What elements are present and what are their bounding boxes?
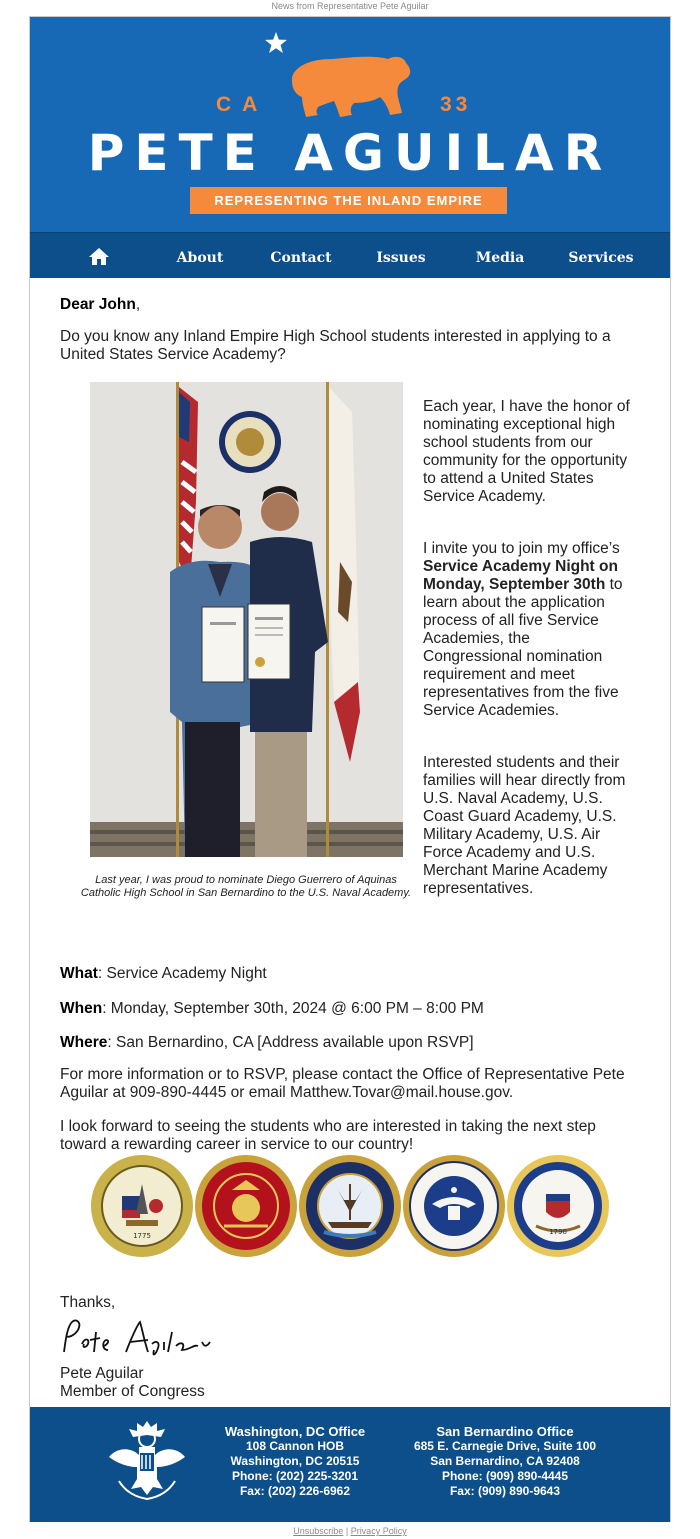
rsvp-paragraph: For more information or to RSVP, please contact the Office of Representative Pete Aguilar at 909-890-4445 or email Matthew.Tovar@mail.house.gov. (60, 1066, 625, 1101)
what-value: : Service Academy Night (97, 965, 267, 982)
when-value: : Monday, September 30th, 2024 @ 6:00 PM – 8:00 PM (102, 1000, 484, 1017)
link-separator: | (345, 1526, 349, 1536)
event-when (60, 1000, 640, 1018)
dc-office-phone: Phone: (202) 225-3201 (231, 1469, 359, 1483)
preheader: News from Representative Pete Aguilar (271, 1, 429, 11)
side-paragraph-1: Each year, I have the honor of nominating exceptional high school students from our community for the opportunity to attend a United States Service Academy. (423, 398, 630, 505)
sb-office (395, 1424, 615, 1499)
thanks-line: Thanks, (60, 1294, 116, 1311)
bear-logo-icon (288, 51, 413, 119)
salutation (60, 296, 640, 314)
tagline-badge: REPRESENTING THE INLAND EMPIRE (190, 187, 507, 214)
signature-image (60, 1314, 230, 1362)
dc-office (205, 1424, 385, 1499)
coast-guard-seal-icon (506, 1154, 610, 1258)
dc-office-fax: Fax: (202) 226-6962 (239, 1484, 351, 1498)
coast-guard-seal-year: 1790 (549, 1228, 567, 1236)
footer-offices (30, 1407, 670, 1522)
army-seal-year: 1775 (133, 1232, 151, 1240)
navigation-bar (30, 232, 670, 278)
salutation-name: Dear John (60, 296, 136, 313)
representative-name-logo: PETE AGUILAR (87, 124, 613, 182)
side2-text-a: I invite you to join my office’s (423, 540, 620, 557)
side-paragraph-3: Interested students and their families will hear directly from U.S. Naval Academy, U.S. Coast Guard Academy, U.S. Military Academy, U.S. Air Force Academy and U.S. Merchant Marine Academy representatives. (423, 754, 626, 897)
photo-caption: Last year, I was proud to nominate Diego Guerrero of Aquinas Catholic High School in San Bernardino to the U.S. Naval Academy. (80, 874, 412, 899)
sb-office-line2: San Bernardino, CA 92408 (430, 1454, 580, 1468)
navy-seal-icon (298, 1154, 402, 1258)
marine-corps-seal-icon (194, 1154, 298, 1258)
state-label: CA (216, 93, 269, 116)
header-banner (30, 17, 670, 232)
event-what (60, 965, 640, 983)
nav-services[interactable]: Services (568, 250, 634, 266)
nav-contact[interactable]: Contact (270, 250, 332, 266)
home-icon[interactable] (88, 247, 110, 266)
event-where (60, 1034, 640, 1052)
privacy-policy-link[interactable]: Privacy Policy (350, 1526, 407, 1536)
email-frame (29, 16, 671, 1522)
nav-about[interactable]: About (176, 250, 224, 266)
nav-media[interactable]: Media (475, 250, 525, 266)
side-paragraph-2 (423, 540, 633, 720)
what-label: What (60, 965, 98, 982)
when-label: When (60, 1000, 103, 1017)
sb-office-phone: Phone: (909) 890-4445 (441, 1469, 569, 1483)
where-label: Where (60, 1034, 108, 1051)
unsubscribe-link[interactable]: Unsubscribe (293, 1526, 344, 1536)
side2-event-date: Service Academy Night on Monday, September 30th (423, 558, 618, 593)
eagle-seal-icon (105, 1417, 189, 1505)
air-force-seal-icon (402, 1154, 506, 1258)
signer-name: Pete Aguilar (60, 1365, 144, 1382)
side2-text-b: to learn about the application process of all five Service Academies, the Congressional nomination requirement and meet representatives from the five Service Academies. (423, 576, 623, 719)
dc-office-line2: Washington, DC 20515 (230, 1454, 360, 1468)
district-label: 33 (440, 93, 472, 116)
dc-office-title: Washington, DC Office (224, 1424, 366, 1439)
where-value: : San Bernardino, CA [Address available upon RSVP] (107, 1034, 474, 1051)
signer-title: Member of Congress (60, 1383, 205, 1400)
sb-office-fax: Fax: (909) 890-9643 (449, 1484, 561, 1498)
dc-office-line1: 108 Cannon HOB (245, 1439, 344, 1453)
army-seal-icon (90, 1154, 194, 1258)
intro-paragraph: Do you know any Inland Empire High School students interested in applying to a United States Service Academy? (60, 328, 611, 363)
salutation-punct: , (135, 296, 141, 313)
sb-office-title: San Bernardino Office (436, 1424, 574, 1439)
sb-office-line1: 685 E. Carnegie Drive, Suite 100 (413, 1439, 597, 1453)
nav-issues[interactable]: Issues (376, 250, 426, 266)
bottom-links (0, 1526, 700, 1536)
star-icon (264, 31, 288, 55)
closing-paragraph: I look forward to seeing the students who are interested in taking the next step toward a rewarding career in service to our country! (60, 1118, 596, 1153)
service-seals-row (90, 1154, 610, 1264)
nomination-photo (90, 382, 403, 857)
